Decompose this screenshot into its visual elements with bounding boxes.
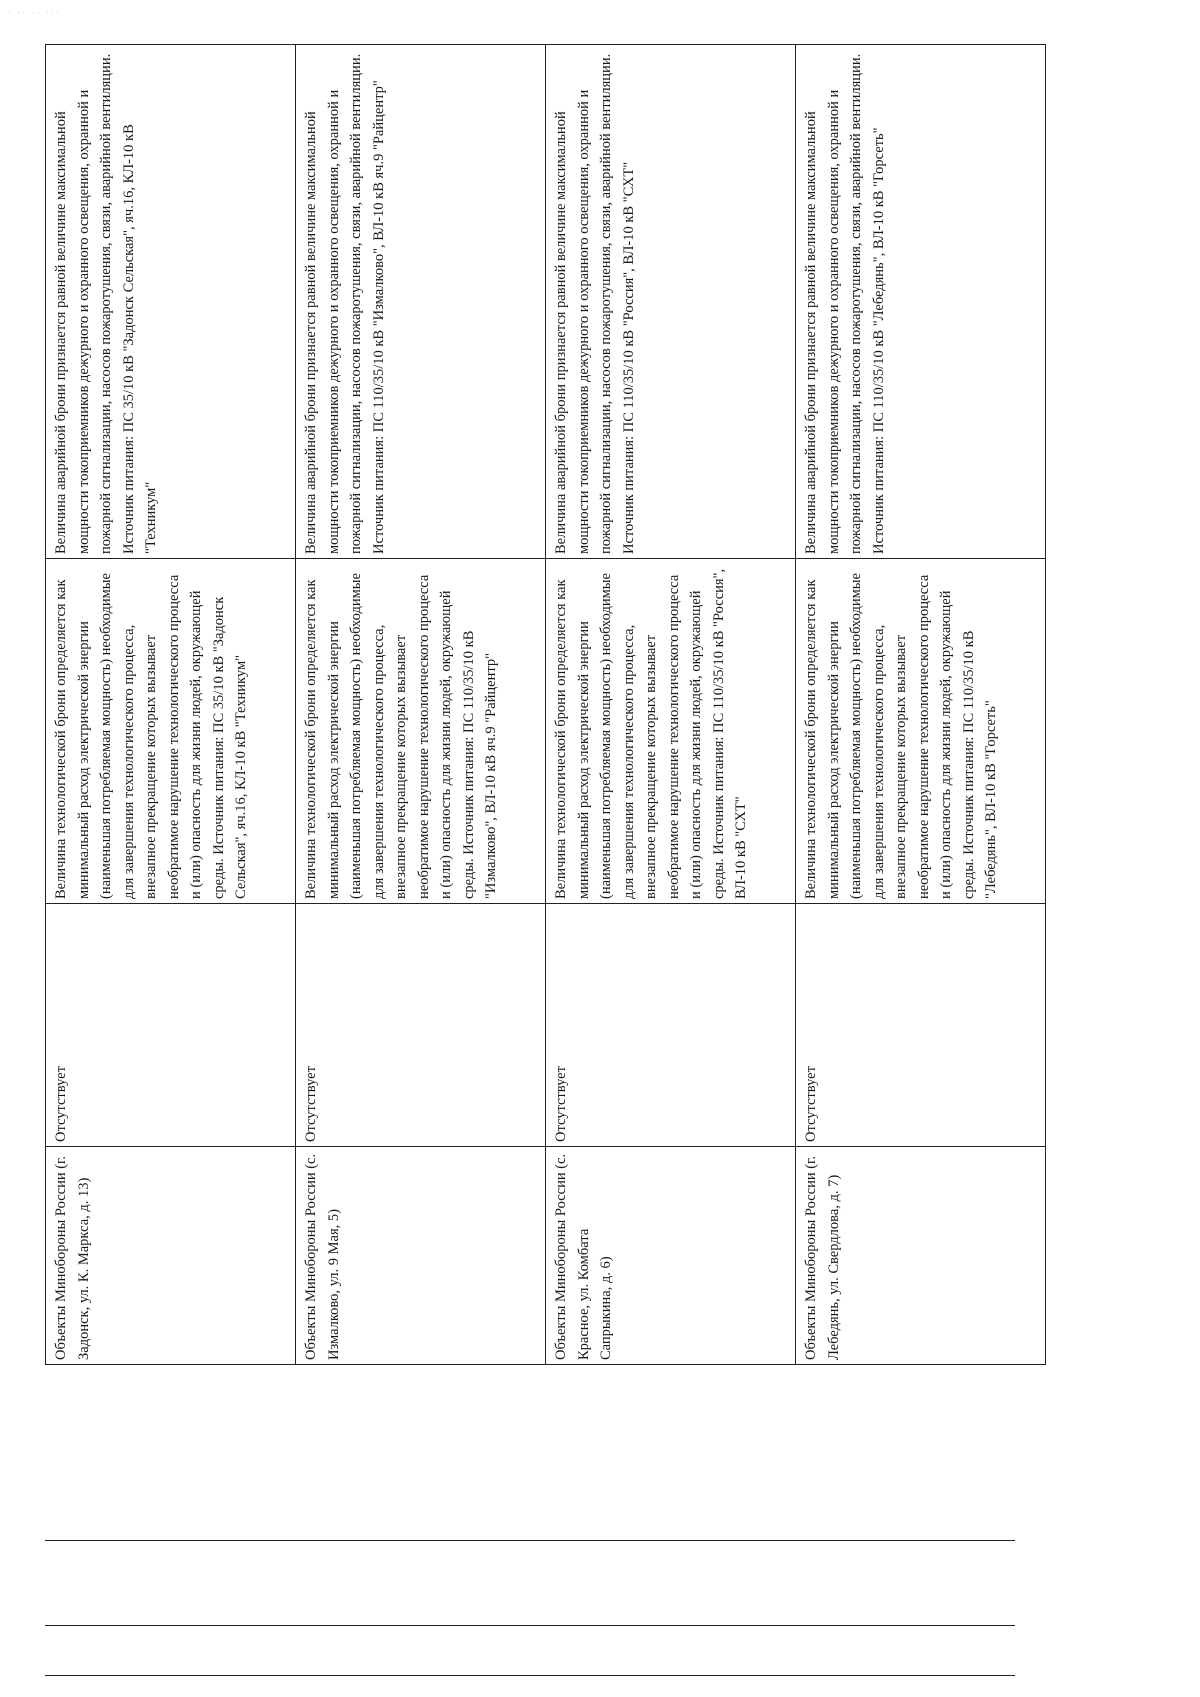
emergency-reserve-text: Величина аварийной брони признается равной величине максимальной мощности токоприемников дежурного и охранного освещения, охранной и пожарной сигнализации, насосов пожаротушения, связи, аварийной вентиляции. Источник питания: ПС 110/35/10 кВ "Россия", ВЛ-10 кВ "СХТ" bbox=[553, 53, 637, 554]
emergency-reserve-text: Величина аварийной брони признается равной величине максимальной мощности токоприемников дежурного и охранного освещения, охранной и пожарной сигнализации, насосов пожаротушения, связи, аварийной вентиляции. Источник питания: ПС 35/10 кВ "Задонск Сельская", яч.16, КЛ-10 кВ "Техникум" bbox=[53, 53, 159, 554]
tech-reserve-text: Величина технологической брони определяется как минимальный расход электрической энергии (наименьшая потребляемая мощность) необходимые для завершения технологического процесса, внезапное прекращение которых вызывает необратимое нарушение технологического процесса и (или) опасность для жизни людей, окружающей среды. Источник питания: ПС 35/10 кВ "Задонск Сельская", яч.16, КЛ-10 кВ "Техникум" bbox=[53, 573, 249, 899]
status-text: Отсутствует bbox=[553, 1066, 569, 1142]
object-name: Объекты Минобороны России (г. Лебедянь, ул. Свердлова, д. 7) bbox=[803, 1156, 842, 1360]
object-cell bbox=[796, 1147, 1046, 1365]
status-text: Отсутствует bbox=[53, 1066, 69, 1142]
page-divider-line bbox=[45, 1625, 1015, 1626]
table-row bbox=[296, 45, 546, 1365]
tech-reserve-text: Величина технологической брони определяется как минимальный расход электрической энергии (наименьшая потребляемая мощность) необходимые для завершения технологического процесса, внезапное прекращение которых вызывает необратимое нарушение технологического процесса и (или) опасность для жизни людей, окружающей среды. Источник питания: ПС 110/35/10 кВ "Россия", ВЛ-10 кВ "СХТ" bbox=[553, 568, 749, 899]
tech-reserve-cell bbox=[796, 559, 1046, 904]
object-cell bbox=[296, 1147, 546, 1365]
object-cell bbox=[46, 1147, 296, 1365]
object-name: Объекты Минобороны России (г. Задонск, ул. К. Маркса, д. 13) bbox=[53, 1156, 92, 1360]
tech-reserve-cell bbox=[296, 559, 546, 904]
scan-header-mark: · ·· ·· ··· bbox=[8, 8, 61, 18]
tech-reserve-text: Величина технологической брони определяется как минимальный расход электрической энергии (наименьшая потребляемая мощность) необходимые для завершения технологического процесса, внезапное прекращение которых вызывает необратимое нарушение технологического процесса и (или) опасность для жизни людей, окружающей среды. Источник питания: ПС 110/35/10 кВ "Лебедянь", ВЛ-10 кВ "Горсеть" bbox=[803, 573, 999, 899]
status-cell bbox=[796, 904, 1046, 1147]
object-name: Объекты Минобороны России (с. Измалково, ул. 9 Мая, 5) bbox=[303, 1153, 342, 1360]
object-name: Объекты Минобороны России (с. Красное, ул. Комбата Сапрыкина, д. 6) bbox=[553, 1153, 614, 1360]
emergency-reserve-cell bbox=[796, 45, 1046, 559]
tech-reserve-text: Величина технологической брони определяется как минимальный расход электрической энергии (наименьшая потребляемая мощность) необходимые для завершения технологического процесса, внезапное прекращение которых вызывает необратимое нарушение технологического процесса и (или) опасность для жизни людей, окружающей среды. Источник питания: ПС 110/35/10 кВ "Измалково", ВЛ-10 кВ яч.9 "Райцентр" bbox=[303, 573, 499, 899]
page-divider-line bbox=[45, 1540, 1015, 1541]
status-cell bbox=[296, 904, 546, 1147]
status-text: Отсутствует bbox=[803, 1066, 819, 1142]
object-cell bbox=[546, 1147, 796, 1365]
power-reserve-table bbox=[45, 44, 1046, 1365]
status-text: Отсутствует bbox=[303, 1066, 319, 1142]
status-cell bbox=[46, 904, 296, 1147]
table-row bbox=[796, 45, 1046, 1365]
page-divider-line bbox=[45, 1675, 1015, 1676]
emergency-reserve-cell bbox=[46, 45, 296, 559]
table-row bbox=[546, 45, 796, 1365]
emergency-reserve-cell bbox=[296, 45, 546, 559]
emergency-reserve-cell bbox=[546, 45, 796, 559]
tech-reserve-cell bbox=[46, 559, 296, 904]
tech-reserve-cell bbox=[546, 559, 796, 904]
status-cell bbox=[546, 904, 796, 1147]
emergency-reserve-text: Величина аварийной брони признается равной величине максимальной мощности токоприемников дежурного и охранного освещения, охранной и пожарной сигнализации, насосов пожаротушения, связи, аварийной вентиляции. Источник питания: ПС 110/35/10 кВ "Измалково", ВЛ-10 кВ яч.9 "Райцентр" bbox=[303, 53, 387, 554]
emergency-reserve-text: Величина аварийной брони признается равной величине максимальной мощности токоприемников дежурного и охранного освещения, охранной и пожарной сигнализации, насосов пожаротушения, связи, аварийной вентиляции. Источник питания: ПС 110/35/10 кВ "Лебедянь", ВЛ-10 кВ "Горсеть" bbox=[803, 53, 887, 554]
table-row bbox=[46, 45, 296, 1365]
rotated-table-container bbox=[45, 45, 1045, 1365]
